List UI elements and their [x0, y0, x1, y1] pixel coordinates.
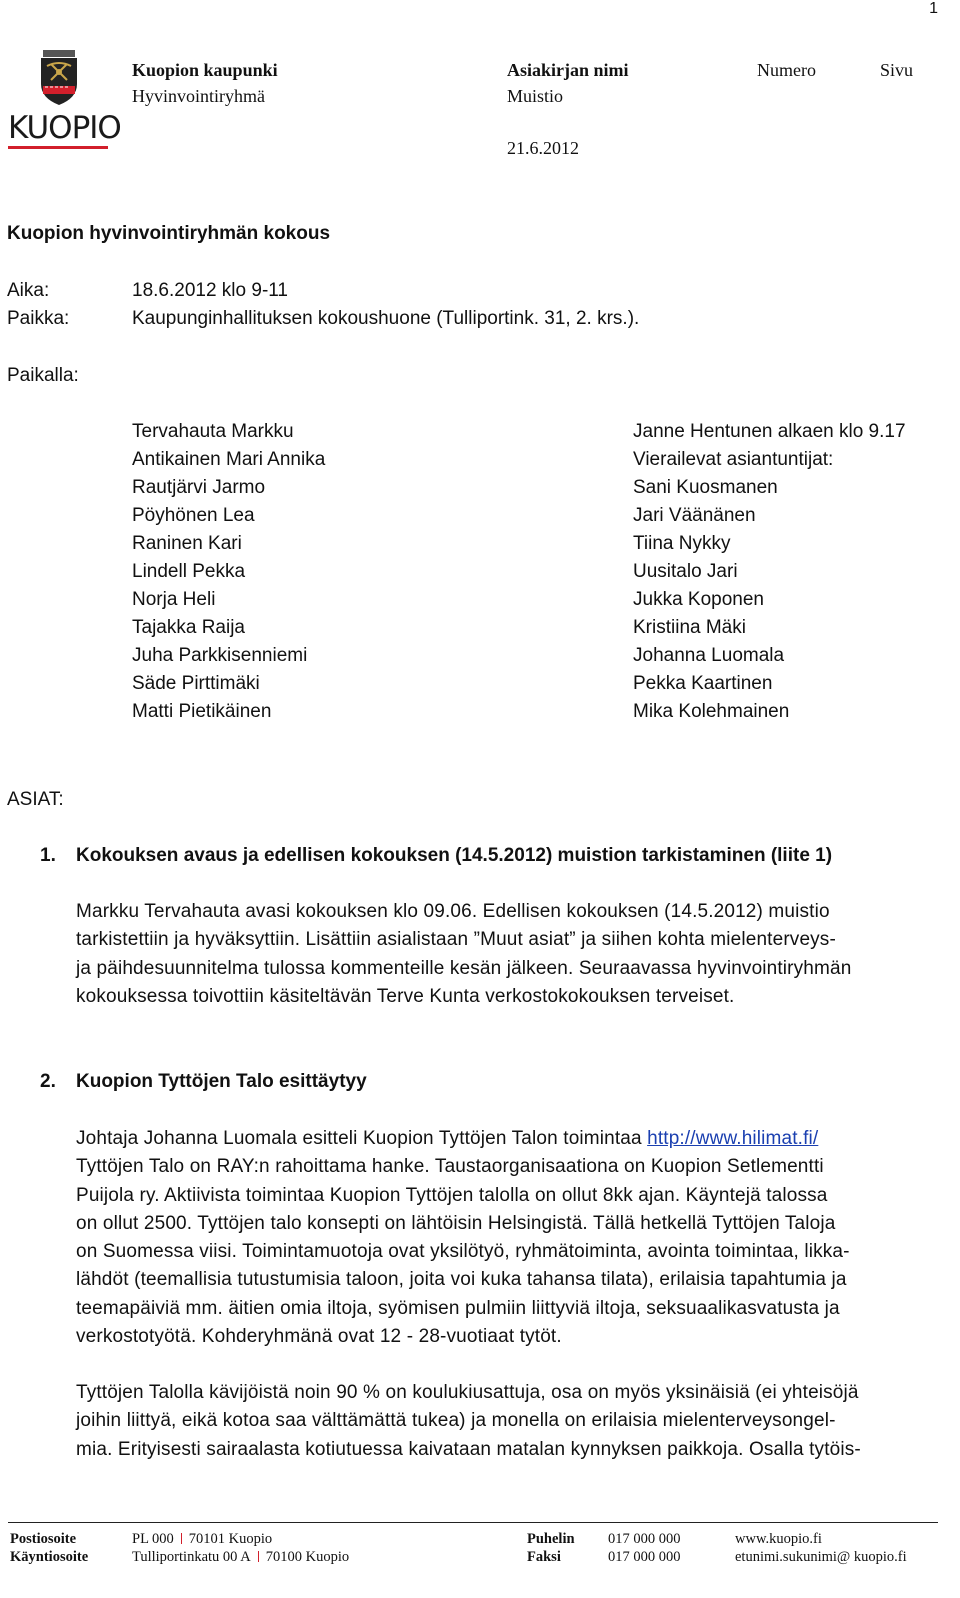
- attendee-name: Janne Hentunen alkaen klo 9.17: [633, 421, 906, 442]
- attendee-name: Tiina Nykky: [633, 533, 731, 554]
- attendee-name: Säde Pirttimäki: [132, 673, 260, 694]
- body-line: lähdöt (teemallisia tutustumisia taloon, joita voi kuka tahansa tilata), erilaisia tapahtumia ja: [76, 1269, 847, 1291]
- attendee-name: Uusitalo Jari: [633, 561, 738, 582]
- post-label: Postiosoite: [10, 1531, 77, 1547]
- body-line: on ollut 2500. Tyttöjen talo konsepti on lähtöisin Helsingistä. Tällä hetkellä Tyttöjen Taloja: [76, 1212, 836, 1234]
- visit-label: Käyntiosoite: [10, 1549, 89, 1565]
- attendee-name: Jukka Koponen: [633, 589, 764, 610]
- visit-code: 70100 Kuopio: [265, 1549, 350, 1565]
- logo-underline: [8, 146, 108, 149]
- number-label: Numero: [757, 60, 816, 80]
- attendees-left-list: [132, 418, 325, 726]
- item2-number: 2.: [40, 1071, 56, 1092]
- time-label: Aika:: [7, 280, 50, 301]
- attendee-name: Lindell Pekka: [132, 561, 246, 582]
- body-line: joihin liittyä, eikä kotoa saa välttämättä tukea) ja monella on erilaisia mielenterveysongel-: [76, 1410, 836, 1432]
- kuopio-logo: [8, 50, 121, 154]
- item1-number: 1.: [40, 845, 56, 866]
- body-line: on Suomessa viisi. Toimintamuotoja ovat yksilötyö, ryhmätoiminta, avointa toimintaa, likka-: [76, 1241, 850, 1263]
- body-line: mia. Erityisesti sairaalasta kotiutuessa kaivataan matalan kynnyksen paikkoja. Osalla tytöis-: [76, 1438, 861, 1460]
- body-line: verkostotyötä. Kohderyhmänä ovat 12 - 28-vuotiaat tytöt.: [76, 1326, 562, 1348]
- post-address: [132, 1530, 272, 1548]
- meeting-title: Kuopion hyvinvointiryhmän kokous: [7, 223, 331, 244]
- body-line: [76, 1125, 936, 1153]
- logo-wordmark: KUOPIO: [8, 110, 121, 146]
- fax-label: Faksi: [527, 1549, 561, 1565]
- body-line: Tyttöjen Talo on RAY:n rahoittama hanke. Taustaorganisaationa on Kuopion Setlementti: [76, 1156, 824, 1178]
- agenda-label: ASIAT:: [7, 789, 64, 810]
- separator: [258, 1551, 259, 1562]
- place-value: Kaupunginhallituksen kokoushuone (Tulliportink. 31, 2. krs.).: [132, 308, 640, 329]
- time-value: 18.6.2012 klo 9-11: [132, 280, 288, 301]
- attendee-name: Tervahauta Markku: [132, 421, 294, 442]
- attendee-name: Jari Väänänen: [633, 505, 756, 526]
- item2-body: [76, 1125, 936, 1351]
- attendee-name: Juha Parkkisenniemi: [132, 645, 308, 666]
- body-line: Markku Tervahauta avasi kokouksen klo 09.06. Edellisen kokouksen (14.5.2012) muistio: [76, 901, 830, 922]
- body-line: tarkistettiin ja hyväksyttiin. Lisättiin asialistaan ”Muut asiat” ja siihen kohta mielenterveys-: [76, 929, 836, 951]
- dept-name: Hyvinvointiryhmä: [132, 86, 265, 106]
- attendee-name: Mika Kolehmainen: [633, 701, 790, 722]
- attendee-name: Kristiina Mäki: [633, 617, 746, 638]
- phone-number: 017 000 000: [608, 1531, 681, 1547]
- attendee-name: Pekka Kaartinen: [633, 673, 773, 694]
- attendee-name: Raninen Kari: [132, 533, 242, 554]
- body-text: Johtaja Johanna Luomala esitteli Kuopion Tyttöjen Talon toimintaa: [76, 1128, 648, 1149]
- website: www.kuopio.fi: [735, 1531, 822, 1547]
- present-label: Paikalla:: [7, 365, 79, 386]
- email-address: etunimi.sukunimi@ kuopio.fi: [735, 1549, 907, 1565]
- doc-name: Muistio: [507, 86, 564, 106]
- body-line: Puijola ry. Aktiivista toimintaa Kuopion Tyttöjen talolla on ollut 8kk ajan. Käyntejä talossa: [76, 1184, 828, 1206]
- body-line: teemapäiviä mm. äitien omia iltoja, syömisen pulmiin liittyviä iltoja, seksuaalikasvatusta ja: [76, 1297, 840, 1319]
- attendee-name: Rautjärvi Jarmo: [132, 477, 266, 498]
- visit-street: Tulliportinkatu 00 A: [132, 1549, 251, 1565]
- page-label: Sivu: [880, 60, 914, 80]
- phone-label: Puhelin: [527, 1531, 575, 1547]
- doc-label: Asiakirjan nimi: [507, 60, 629, 80]
- fax-number: 017 000 000: [608, 1549, 681, 1565]
- footer-divider: [8, 1522, 938, 1523]
- visit-address: [132, 1548, 349, 1566]
- hilimat-link[interactable]: http://www.hilimat.fi/: [647, 1128, 819, 1149]
- doc-date: 21.6.2012: [507, 138, 579, 158]
- attendee-name: Matti Pietikäinen: [132, 701, 272, 722]
- post-box: PL 000: [132, 1531, 174, 1547]
- body-line: kokouksessa toivottiin käsiteltävän Terve Kunta verkostokokouksen terveiset.: [76, 985, 735, 1007]
- attendee-name: Antikainen Mari Annika: [132, 449, 326, 470]
- attendees-right-list: [633, 418, 906, 726]
- separator: [181, 1533, 182, 1544]
- body-line: ja päihdesuunnitelma tulossa kommenteille kesän jälkeen. Seuraavassa hyvinvointiryhmän: [76, 957, 852, 979]
- body-line: Tyttöjen Talolla kävijöistä noin 90 % on koulukiusattuja, osa on myös yksinäisiä (ei yhteisöjä: [76, 1382, 859, 1403]
- item1-title: Kokouksen avaus ja edellisen kokouksen (14.5.2012) muistion tarkistaminen (liite 1): [76, 845, 833, 866]
- place-label: Paikka:: [7, 308, 70, 329]
- post-code: 70101 Kuopio: [188, 1531, 273, 1547]
- item1-body: [76, 898, 936, 1011]
- coat-of-arms-icon: [39, 50, 79, 106]
- attendee-name: Tajakka Raija: [132, 617, 245, 638]
- experts-heading: Vierailevat asiantuntijat:: [633, 449, 834, 470]
- attendee-name: Pöyhönen Lea: [132, 505, 255, 526]
- item2-body-para2: [76, 1379, 936, 1464]
- attendee-name: Norja Heli: [132, 589, 216, 610]
- attendee-name: Johanna Luomala: [633, 645, 785, 666]
- page-number: 1: [929, 0, 938, 17]
- org-name: Kuopion kaupunki: [132, 60, 278, 80]
- item2-title: Kuopion Tyttöjen Talo esittäytyy: [76, 1071, 367, 1092]
- attendee-name: Sani Kuosmanen: [633, 477, 778, 498]
